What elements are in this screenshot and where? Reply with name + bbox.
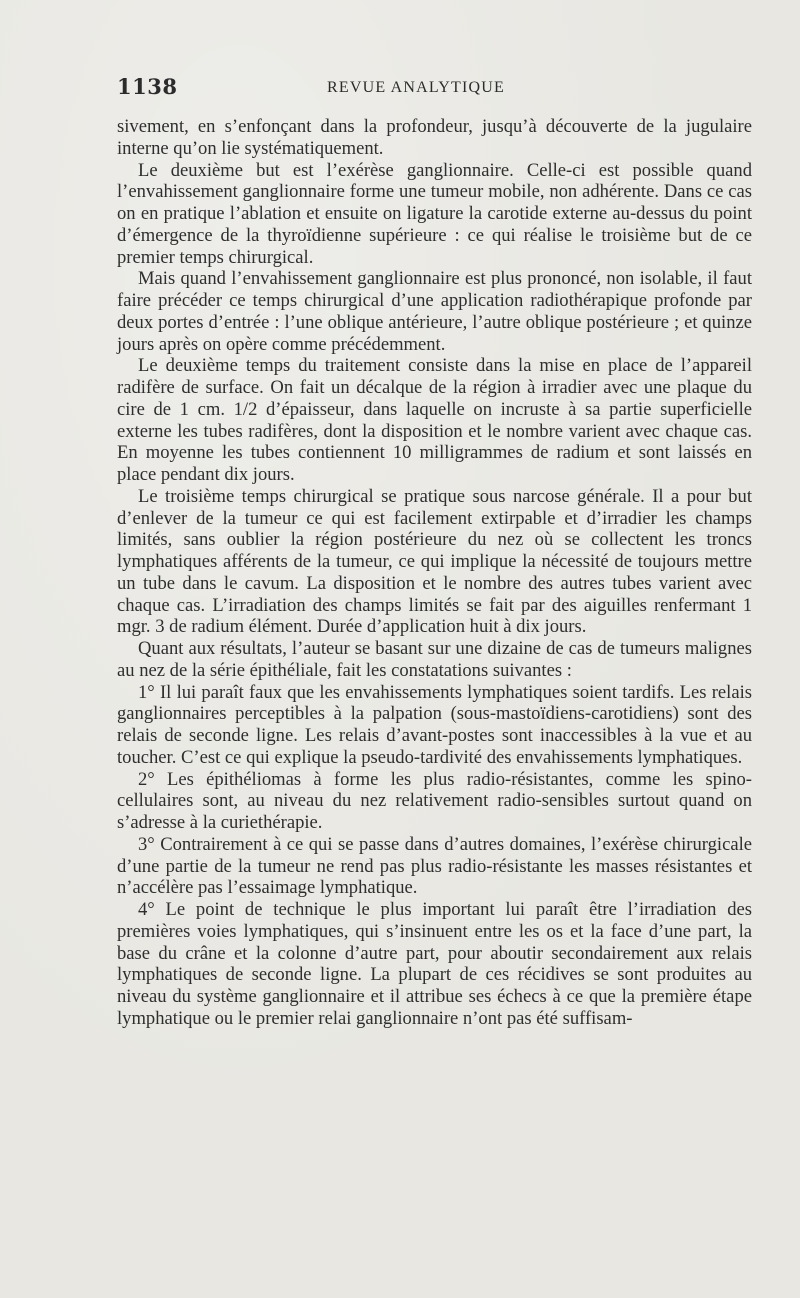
- list-item: 4° Le point de technique le plus important lui paraît être l’irradiation des premières voies lymphatiques, qui s’insinuent entre les os et la face d’une part, la base du crâne et la colonne d’autre part, pour aboutir secondairement aux relais lymphatiques de seconde ligne. La plupart de ces récidives se sont produites au niveau du système ganglionnaire et il attribue ses échecs à ce que la première étape lymphatique ou le premier relai ganglionnaire n’ont pas été suffisam-: [117, 899, 752, 1029]
- paragraph: Le troisième temps chirurgical se pratique sous narcose générale. Il a pour but d’enlever de la tumeur ce qui est facilement extirpable et d’irradier les champs limités, sans oublier la région postérieure du nez où se collectent les troncs lymphatiques afférents de la tumeur, ce qui implique la nécessité de toujours mettre un tube dans le cavum. La disposition et le nombre des autres tubes varient avec chaque cas. L’irradiation des champs limités se fait par des aiguilles renfermant 1 mgr. 3 de radium élément. Durée d’application huit à dix jours.: [117, 485, 752, 638]
- body-text: [117, 116, 752, 1030]
- paragraph: sivement, en s’enfonçant dans la profondeur, jusqu’à découverte de la jugulaire interne qu’on lie systématiquement.: [117, 116, 752, 159]
- list-item: 1° Il lui paraît faux que les envahissements lymphatiques soient tardifs. Les relais ganglionnaires perceptibles à la palpation (sous-mastoïdiens-carotidiens) sont des relais de seconde ligne. Les relais d’avant-postes sont inaccessibles à la vue et au toucher. C’est ce qui explique la pseudo-tardivité des envahissements lymphatiques.: [117, 681, 752, 768]
- running-title: REVUE ANALYTIQUE: [327, 79, 506, 96]
- page-header: [117, 74, 752, 104]
- paragraph: Mais quand l’envahissement ganglionnaire est plus prononcé, non isolable, il faut faire précéder ce temps chirurgical d’une application radiothérapique profonde par deux portes d’entrée : l’une oblique antérieure, l’autre oblique postérieure ; et quinze jours après on opère comme précédemment.: [117, 268, 752, 355]
- list-item: 3° Contrairement à ce qui se passe dans d’autres domaines, l’exérèse chirurgicale d’une partie de la tumeur ne rend pas plus radio-résistante les masses résistantes et n’accélère pas l’essaimage lymphatique.: [117, 833, 752, 899]
- paragraph: Le deuxième but est l’exérèse ganglionnaire. Celle-ci est possible quand l’envahissement ganglionnaire forme une tumeur mobile, non adhérente. Dans ce cas on en pratique l’ablation et ensuite on ligature la carotide externe au-dessus du point d’émergence de la thyroïdienne supérieure : ce qui réalise le troisième but de ce premier temps chirurgical.: [117, 159, 752, 268]
- paragraph: Le deuxième temps du traitement consiste dans la mise en place de l’appareil radifère de surface. On fait un décalque de la région à irradier avec une plaque du cire de 1 cm. 1/2 d’épaisseur, dans laquelle on incruste à sa partie superficielle externe les tubes radifères, dont la disposition et le nombre varient avec chaque cas. En moyenne les tubes contiennent 10 milligrammes de radium et sont laissés en place pendant dix jours.: [117, 355, 752, 485]
- page-number: 1138: [117, 74, 178, 99]
- paragraph: Quant aux résultats, l’auteur se basant sur une dizaine de cas de tumeurs malignes au nez de la série épithéliale, fait les constatations suivantes :: [117, 638, 752, 681]
- list-item: 2° Les épithéliomas à forme les plus radio-résistantes, comme les spino-cellulaires sont, au niveau du nez relativement radio-sensibles surtout quand on s’adresse à la curiethérapie.: [117, 768, 752, 833]
